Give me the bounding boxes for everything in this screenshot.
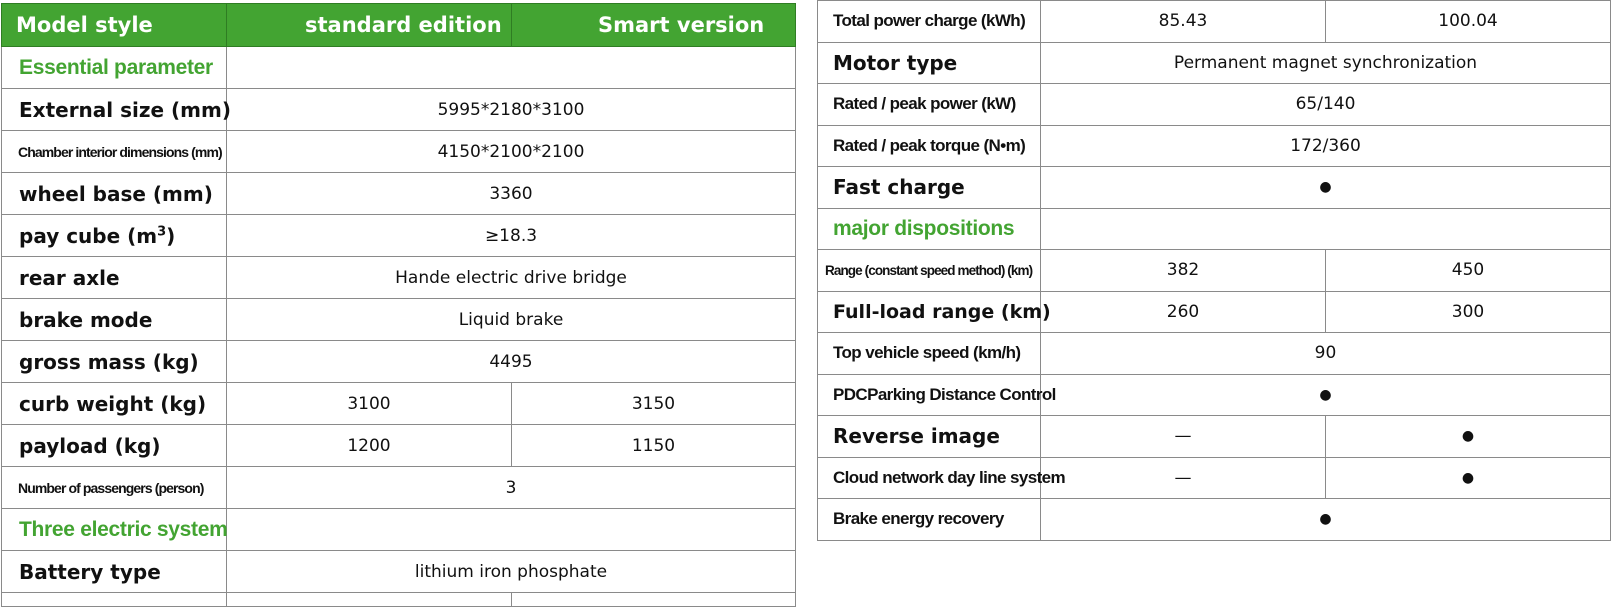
table-row (818, 84, 1611, 126)
table-row (2, 299, 796, 341)
row-label: rear axle (2, 257, 227, 299)
empty-cell (2, 593, 227, 607)
table-row (2, 131, 796, 173)
table-row (2, 215, 796, 257)
row-label: Range (constant speed method) (km) (818, 250, 1041, 292)
row-value-standard: — (1041, 416, 1326, 458)
header-model-style: Model style (2, 4, 227, 47)
row-value-smart: 1150 (512, 425, 796, 467)
table-row (818, 416, 1611, 458)
row-label: Rated / peak torque (N•m) (818, 125, 1041, 167)
label-text: pay cube (m (19, 223, 158, 248)
row-value-standard: — (1041, 457, 1326, 499)
spec-table-left (1, 3, 796, 607)
row-label: Rated / peak power (kW) (818, 84, 1041, 126)
row-value: 3 (227, 467, 796, 509)
table-row (818, 250, 1611, 292)
row-value: 3360 (227, 173, 796, 215)
header-smart-version: Smart version (512, 4, 796, 47)
row-value-smart: 300 (1326, 291, 1611, 333)
row-label: Fast charge (818, 167, 1041, 209)
row-label: Chamber interior dimensions (mm) (2, 131, 227, 173)
row-value: ≥18.3 (227, 215, 796, 257)
section-three-electric-system: Three electric system (2, 509, 227, 551)
label-text-end: ) (166, 223, 176, 248)
row-value: lithium iron phosphate (227, 551, 796, 593)
row-value-smart: 450 (1326, 250, 1611, 292)
row-label: External size (mm) (2, 89, 227, 131)
row-label: payload (kg) (2, 425, 227, 467)
row-value-bullet: ● (1041, 374, 1611, 416)
row-value-standard: 260 (1041, 291, 1326, 333)
row-label: Battery type (2, 551, 227, 593)
row-value: 172/360 (1041, 125, 1611, 167)
table-row (2, 257, 796, 299)
row-label: Motor type (818, 42, 1041, 84)
table-row (2, 173, 796, 215)
empty-cell (227, 593, 512, 607)
row-value-smart: 100.04 (1326, 1, 1611, 43)
table-row (2, 467, 796, 509)
row-value-smart: ● (1326, 457, 1611, 499)
row-label: Number of passengers (person) (2, 467, 227, 509)
row-value-standard: 3100 (227, 383, 512, 425)
row-label: brake mode (2, 299, 227, 341)
row-value-smart: ● (1326, 416, 1611, 458)
row-value: Hande electric drive bridge (227, 257, 796, 299)
empty-cell (227, 509, 796, 551)
row-label: Total power charge (kWh) (818, 1, 1041, 43)
row-value-standard: 1200 (227, 425, 512, 467)
row-label: Top vehicle speed (km/h) (818, 333, 1041, 375)
table-row (2, 425, 796, 467)
row-value-standard: 85.43 (1041, 1, 1326, 43)
table-row (818, 499, 1611, 541)
row-value-bullet: ● (1041, 499, 1611, 541)
row-label: Brake energy recovery (818, 499, 1041, 541)
table-row (818, 167, 1611, 209)
row-value: 4150*2100*2100 (227, 131, 796, 173)
table-row (818, 457, 1611, 499)
row-value: Liquid brake (227, 299, 796, 341)
table-row (818, 374, 1611, 416)
row-label: Cloud network day line system (818, 457, 1041, 499)
empty-cell (1041, 208, 1611, 250)
header-standard-edition: standard edition (227, 4, 512, 47)
row-label (2, 215, 227, 257)
table-row (818, 291, 1611, 333)
table-row (2, 89, 796, 131)
row-value-smart: 3150 (512, 383, 796, 425)
table-row (2, 551, 796, 593)
spec-table-right (817, 0, 1611, 541)
table-row (818, 1, 1611, 43)
table-row (818, 42, 1611, 84)
row-value: Permanent magnet synchronization (1041, 42, 1611, 84)
table-row (2, 383, 796, 425)
row-label: PDCParking Distance Control (818, 374, 1041, 416)
row-value: 65/140 (1041, 84, 1611, 126)
row-value: 90 (1041, 333, 1611, 375)
row-label: curb weight (kg) (2, 383, 227, 425)
row-value: 4495 (227, 341, 796, 383)
row-label: gross mass (kg) (2, 341, 227, 383)
section-essential-parameter: Essential parameter (2, 47, 227, 89)
table-row (818, 125, 1611, 167)
row-value-bullet: ● (1041, 167, 1611, 209)
table-row-partial (2, 593, 796, 607)
row-label: wheel base (mm) (2, 173, 227, 215)
row-value-standard: 382 (1041, 250, 1326, 292)
table-row (2, 341, 796, 383)
row-value: 5995*2180*3100 (227, 89, 796, 131)
empty-cell (227, 47, 796, 89)
section-row (818, 208, 1611, 250)
empty-cell (512, 593, 796, 607)
section-row (2, 509, 796, 551)
table-row (818, 333, 1611, 375)
section-major-dispositions: major dispositions (818, 208, 1041, 250)
header-row (2, 4, 796, 47)
section-row (2, 47, 796, 89)
label-superscript: 3 (157, 223, 167, 239)
row-label: Full-load range (km) (818, 291, 1041, 333)
row-label: Reverse image (818, 416, 1041, 458)
